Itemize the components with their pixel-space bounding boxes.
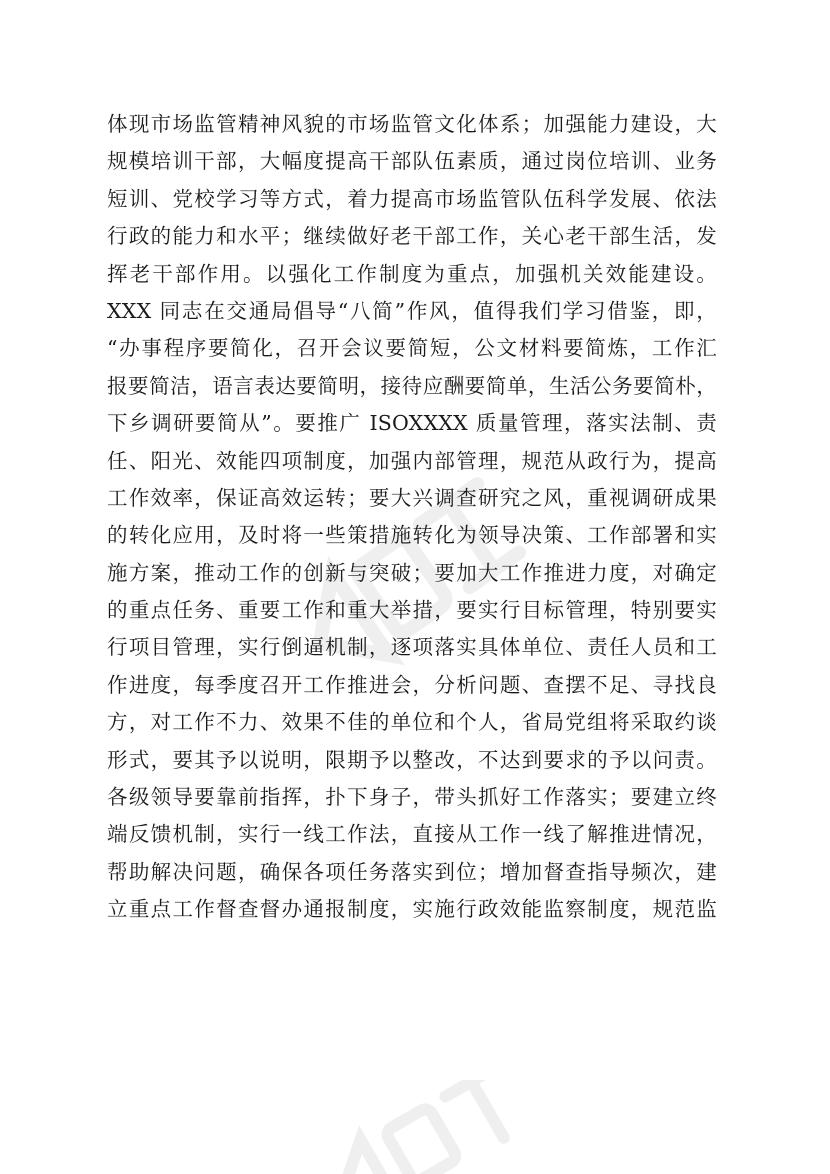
text-line: 立重点工作督查督办通报制度，实施行政效能监察制度，规范监 xyxy=(107,897,717,922)
body-text xyxy=(107,106,717,929)
text-line: 规模培训干部，大幅度提高干部队伍素质，通过岗位培训、业务 xyxy=(107,149,717,174)
text-line: “办事程序要简化，召开会议要简短，公文材料要简炼，工作汇 xyxy=(107,336,717,361)
text-line: 短训、党校学习等方式，着力提高市场监管队伍科学发展、依法 xyxy=(107,186,717,211)
text-line: 的重点任务、重要工作和重大举措，要实行目标管理，特别要实 xyxy=(107,598,717,623)
text-line: 体现市场监管精神风貌的市场监管文化体系；加强能力建设，大 xyxy=(107,112,717,136)
text-line: 形式，要其予以说明，限期予以整改，不达到要求的予以问责。 xyxy=(107,747,717,772)
text-line: 行政的能力和水平；继续做好老干部工作，关心老干部生活，发 xyxy=(107,224,717,249)
text-line: 端反馈机制，实行一线工作法，直接从工作一线了解推进情况， xyxy=(107,822,717,847)
text-line: 报要简洁，语言表达要简明，接待应酬要简单，生活公务要简朴， xyxy=(107,373,717,398)
text-line: 各级领导要靠前指挥，扑下身子，带头抓好工作落实；要建立终 xyxy=(107,785,717,810)
text-line: 作进度，每季度召开工作推进会，分析问题、查摆不足、寻找良 xyxy=(107,672,717,697)
watermark-icon-bottom xyxy=(300,1080,560,1174)
text-line: 工作效率，保证高效运转；要大兴调查研究之风，重视调研成果 xyxy=(107,485,717,510)
text-line: 任、阳光、效能四项制度，加强内部管理，规范从政行为，提高 xyxy=(107,448,717,473)
text-line: 的转化应用，及时将一些策措施转化为领导决策、工作部署和实 xyxy=(107,523,717,548)
text-line: 行项目管理，实行倒逼机制，逐项落实具体单位、责任人员和工 xyxy=(107,635,717,660)
text-line: 帮助解决问题，确保各项任务落实到位；增加督查指导频次，建 xyxy=(107,859,717,884)
text-line: 下乡调研要简从”。要推广 ISOXXXX 质量管理，落实法制、责 xyxy=(107,411,717,436)
text-line: 施方案，推动工作的创新与突破；要加大工作推进力度，对确定 xyxy=(107,560,717,585)
text-line: 方，对工作不力、效果不佳的单位和个人，省局党组将采取约谈 xyxy=(107,710,717,735)
text-line: 挥老干部作用。以强化工作制度为重点，加强机关效能建设。 xyxy=(107,261,717,286)
text-line: XXX 同志在交通局倡导“八简”作风，值得我们学习借鉴，即， xyxy=(107,298,717,323)
